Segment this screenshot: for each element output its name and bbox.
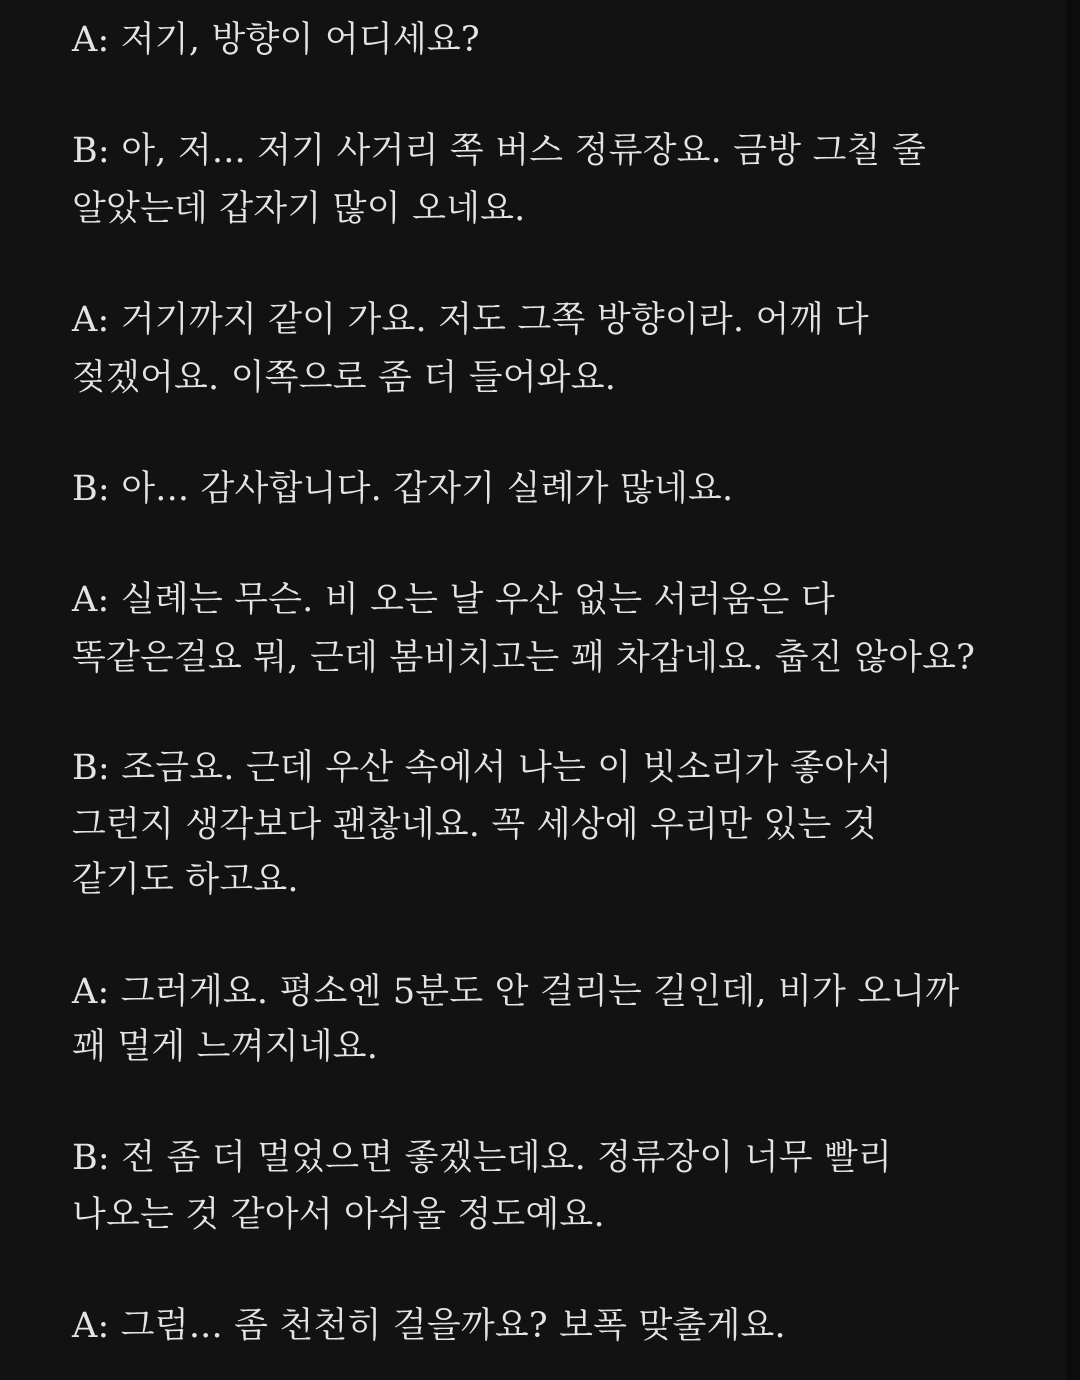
dialogue-line: A: 그럼... 좀 천천히 걸을까요? 보폭 맞출게요. [72, 1306, 786, 1346]
dialogue-line: 나오는 것 같아서 아쉬울 정도예요. [72, 1195, 605, 1235]
dialogue-line: 똑같은걸요 뭐, 근데 봄비치고는 꽤 차갑네요. 춥진 않아요? [72, 638, 976, 678]
dialogue-line: 그런지 생각보다 괜찮네요. 꼭 세상에 우리만 있는 것 [72, 805, 877, 845]
dialogue-line: 젖겠어요. 이쪽으로 좀 더 들어와요. [72, 358, 617, 398]
dialogue-line: B: 아... 감사합니다. 갑자기 실례가 많네요. [72, 469, 734, 509]
dialogue-line: B: 아, 저... 저기 사거리 쪽 버스 정류장요. 금방 그칠 줄 [72, 131, 926, 171]
dialogue-line: 꽤 멀게 느껴지네요. [72, 1027, 379, 1067]
dialogue-line: B: 조금요. 근데 우산 속에서 나는 이 빗소리가 좋아서 [72, 748, 893, 788]
dialogue-line: A: 그러게요. 평소엔 5분도 안 걸리는 길인데, 비가 오니까 [72, 972, 960, 1012]
dialogue-line: A: 실례는 무슨. 비 오는 날 우산 없는 서러움은 다 [72, 580, 835, 620]
dialogue-line: B: 전 좀 더 멀었으면 좋겠는데요. 정류장이 너무 빨리 [72, 1138, 893, 1178]
dialogue-line: 같기도 하고요. [72, 860, 299, 900]
dialogue-line: A: 거기까지 같이 가요. 저도 그쪽 방향이라. 어깨 다 [72, 300, 869, 340]
screen-edge [1066, 0, 1080, 1380]
dialogue-line: A: 저기, 방향이 어디세요? [72, 20, 480, 60]
dialogue-line: 알았는데 갑자기 많이 오네요. [72, 189, 526, 229]
